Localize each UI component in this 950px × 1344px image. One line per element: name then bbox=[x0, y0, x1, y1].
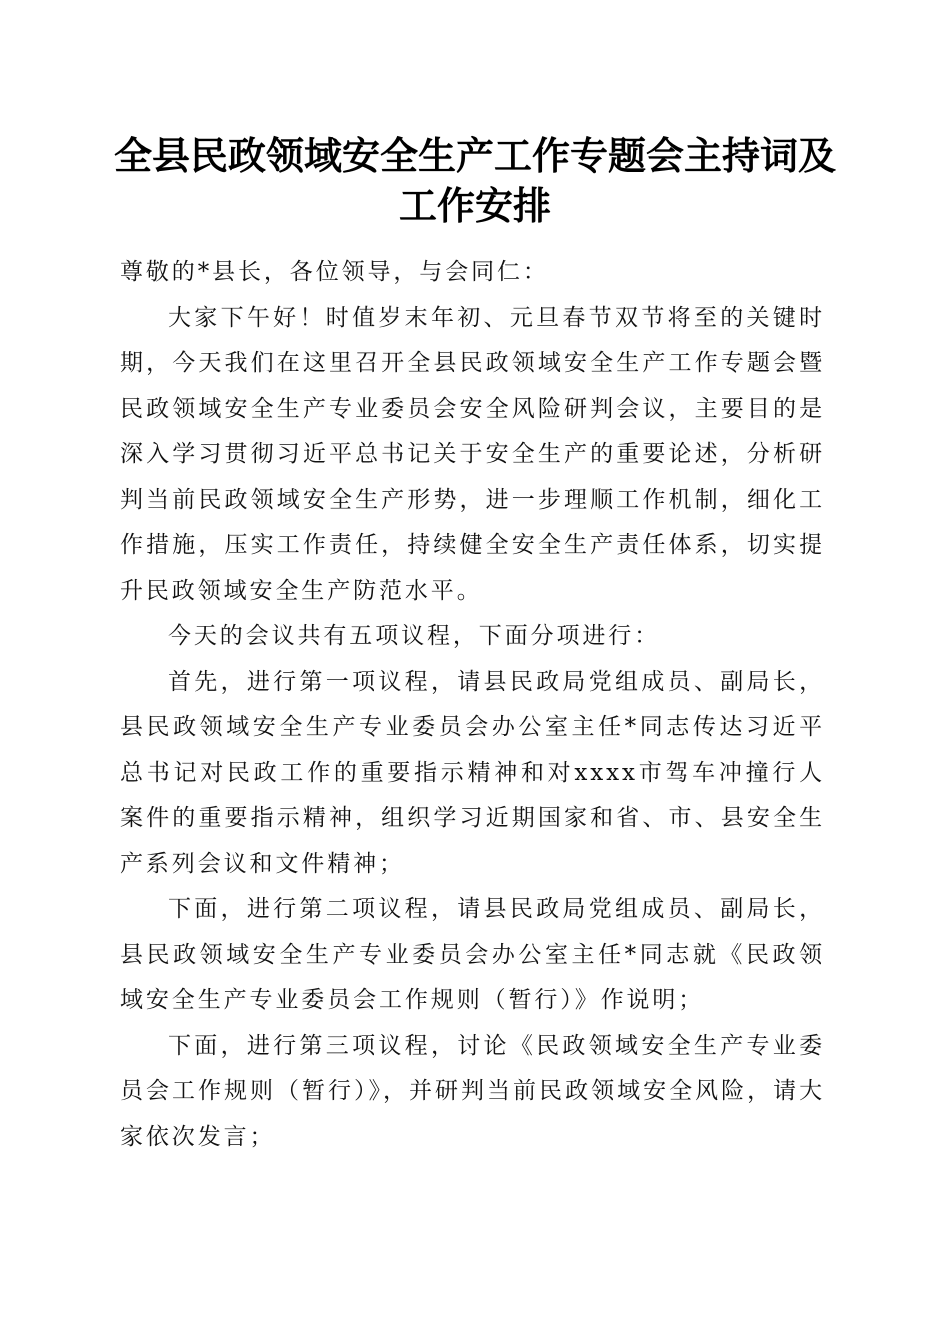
document-body bbox=[120, 250, 825, 1160]
paragraph-agenda-item-1: 首先，进行第一项议程，请县民政局党组成员、副局长，县民政领域安全生产专业委员会办公室主任*同志传达习近平总书记对民政工作的重要指示精神和对xxxx市驾车冲撞行人案件的重要指示精神，组织学习近期国家和省、市、县安全生产系列会议和文件精神； bbox=[120, 668, 825, 877]
paragraph-agenda-item-3: 下面，进行第三项议程，讨论《民政领域安全生产专业委员会工作规则（暂行）》，并研判当前民政领域安全风险，请大家依次发言； bbox=[120, 1032, 825, 1150]
salutation: 尊敬的*县长，各位领导，与会同仁： bbox=[120, 259, 549, 285]
document-title: 全县民政领域安全生产工作专题会主持词及工作安排 bbox=[113, 133, 836, 228]
paragraph-opening: 大家下午好！时值岁末年初、元旦春节双节将至的关键时期，今天我们在这里召开全县民政领域安全生产工作专题会暨民政领域安全生产专业委员会安全风险研判会议，主要目的是深入学习贯彻习近平总书记关于安全生产的重要论述，分析研判当前民政领域安全生产形势，进一步理顺工作机制，细化工作措施，压实工作责任，持续健全安全生产责任体系，切实提升民政领域安全生产防范水平。 bbox=[120, 304, 825, 604]
paragraph-agenda-item-2: 下面，进行第二项议程，请县民政局党组成员、副局长，县民政领域安全生产专业委员会办公室主任*同志就《民政领域安全生产专业委员会工作规则（暂行）》作说明； bbox=[120, 896, 825, 1013]
paragraph-agenda-intro: 今天的会议共有五项议程，下面分项进行： bbox=[168, 623, 661, 649]
